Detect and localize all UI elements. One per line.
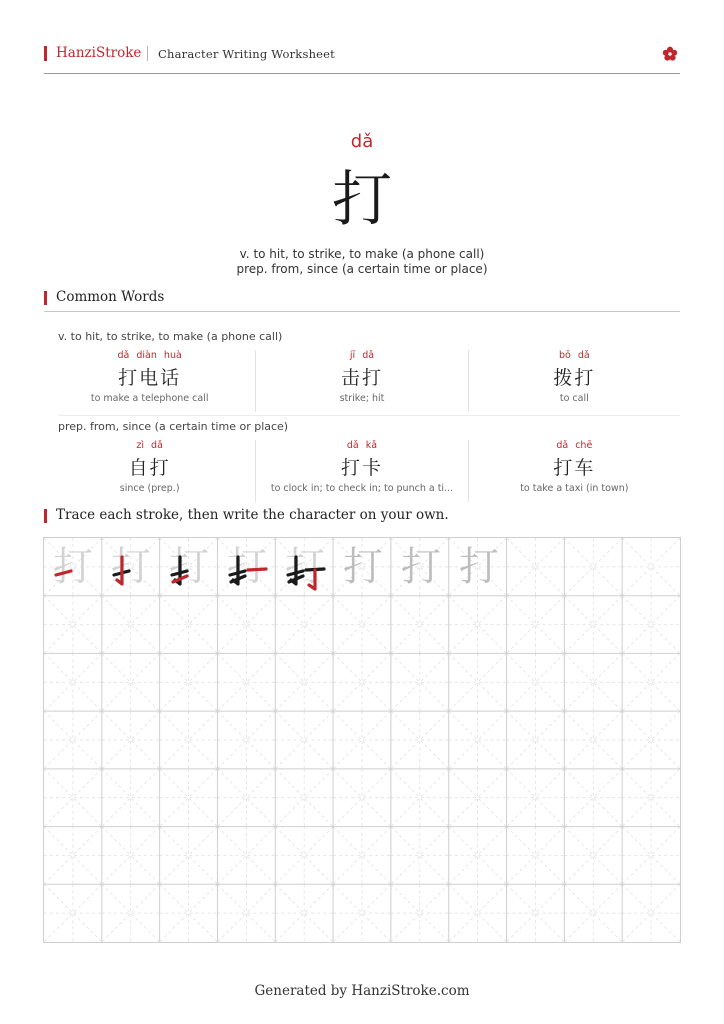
stroke-highlight xyxy=(276,538,334,596)
section-rule xyxy=(44,311,680,312)
word-row-divider xyxy=(58,415,680,416)
brand-name: HanziStroke xyxy=(56,45,142,61)
stroke-highlight xyxy=(44,538,102,596)
stroke-step-3 xyxy=(160,538,218,596)
word-pinyin: zì dǎ xyxy=(136,440,163,451)
ghost-character: 打 xyxy=(111,544,151,590)
section-accent-bar xyxy=(44,291,47,305)
word-pinyin: dǎ chē xyxy=(556,440,593,451)
word-card xyxy=(44,440,255,502)
section-title: Common Words xyxy=(56,289,165,305)
word-card xyxy=(255,350,467,412)
word-card xyxy=(468,440,680,502)
word-definition: strike; hit xyxy=(339,393,385,404)
stroke-step-1 xyxy=(44,538,102,596)
practice-grid xyxy=(43,537,681,943)
ghost-character: 打 xyxy=(169,544,209,590)
stroke-highlight xyxy=(218,538,276,596)
word-definition: to make a telephone call xyxy=(90,393,209,404)
trace-cell[interactable] xyxy=(450,538,508,596)
trace-character: 打 xyxy=(343,544,383,590)
stroke-highlight xyxy=(160,538,218,596)
word-definition: to take a taxi (in town) xyxy=(520,483,629,494)
character-pinyin: dǎ xyxy=(350,131,374,152)
character-definition: prep. from, since (a certain time or place) xyxy=(236,262,488,276)
word-card xyxy=(255,440,467,502)
plum-blossom-icon xyxy=(662,46,678,62)
word-card xyxy=(44,350,255,412)
word-hanzi: 拨打 xyxy=(553,367,596,389)
trace-character: 打 xyxy=(401,544,441,590)
word-hanzi: 打电话 xyxy=(118,367,182,389)
practice-instruction: Trace each stroke, then write the character on your own. xyxy=(56,507,449,523)
worksheet-subtitle: Character Writing Worksheet xyxy=(158,47,336,61)
word-hanzi: 打车 xyxy=(553,457,596,479)
word-group-label: v. to hit, to strike, to make (a phone call) xyxy=(58,330,283,343)
section-accent-bar xyxy=(44,509,47,523)
stroke-step-4 xyxy=(218,538,276,596)
page-footer: Generated by HanziStroke.com xyxy=(254,983,470,999)
trace-cell[interactable] xyxy=(334,538,392,596)
ghost-character: 打 xyxy=(53,544,93,590)
trace-character: 打 xyxy=(459,544,499,590)
word-card xyxy=(468,350,680,412)
ghost-character: 打 xyxy=(227,544,267,590)
word-pinyin: jī dǎ xyxy=(349,350,375,361)
word-definition: to clock in; to check in; to punch a ti... xyxy=(270,483,454,494)
word-pinyin: dǎ kǎ xyxy=(346,440,378,451)
word-pinyin: bō dǎ xyxy=(558,350,590,361)
trace-cell[interactable] xyxy=(392,538,450,596)
stroke-highlight xyxy=(102,538,160,596)
word-hanzi: 打卡 xyxy=(340,457,383,479)
word-pinyin: dǎ diàn huà xyxy=(117,350,182,361)
word-row xyxy=(44,440,680,502)
word-row xyxy=(44,350,680,412)
stroke-step-2 xyxy=(102,538,160,596)
word-definition: since (prep.) xyxy=(119,483,180,494)
word-group-label: prep. from, since (a certain time or place) xyxy=(58,420,289,433)
header-divider xyxy=(147,46,148,61)
character-definition: v. to hit, to strike, to make (a phone call) xyxy=(239,247,485,261)
brand-accent-bar xyxy=(44,46,47,61)
word-definition: to call xyxy=(559,393,589,404)
grid-guides xyxy=(44,538,680,942)
character-hanzi: 打 xyxy=(332,165,392,235)
word-hanzi: 击打 xyxy=(340,367,383,389)
stroke-step-5 xyxy=(276,538,334,596)
ghost-character: 打 xyxy=(285,544,325,590)
word-hanzi: 自打 xyxy=(128,457,171,479)
page-header xyxy=(44,44,680,74)
